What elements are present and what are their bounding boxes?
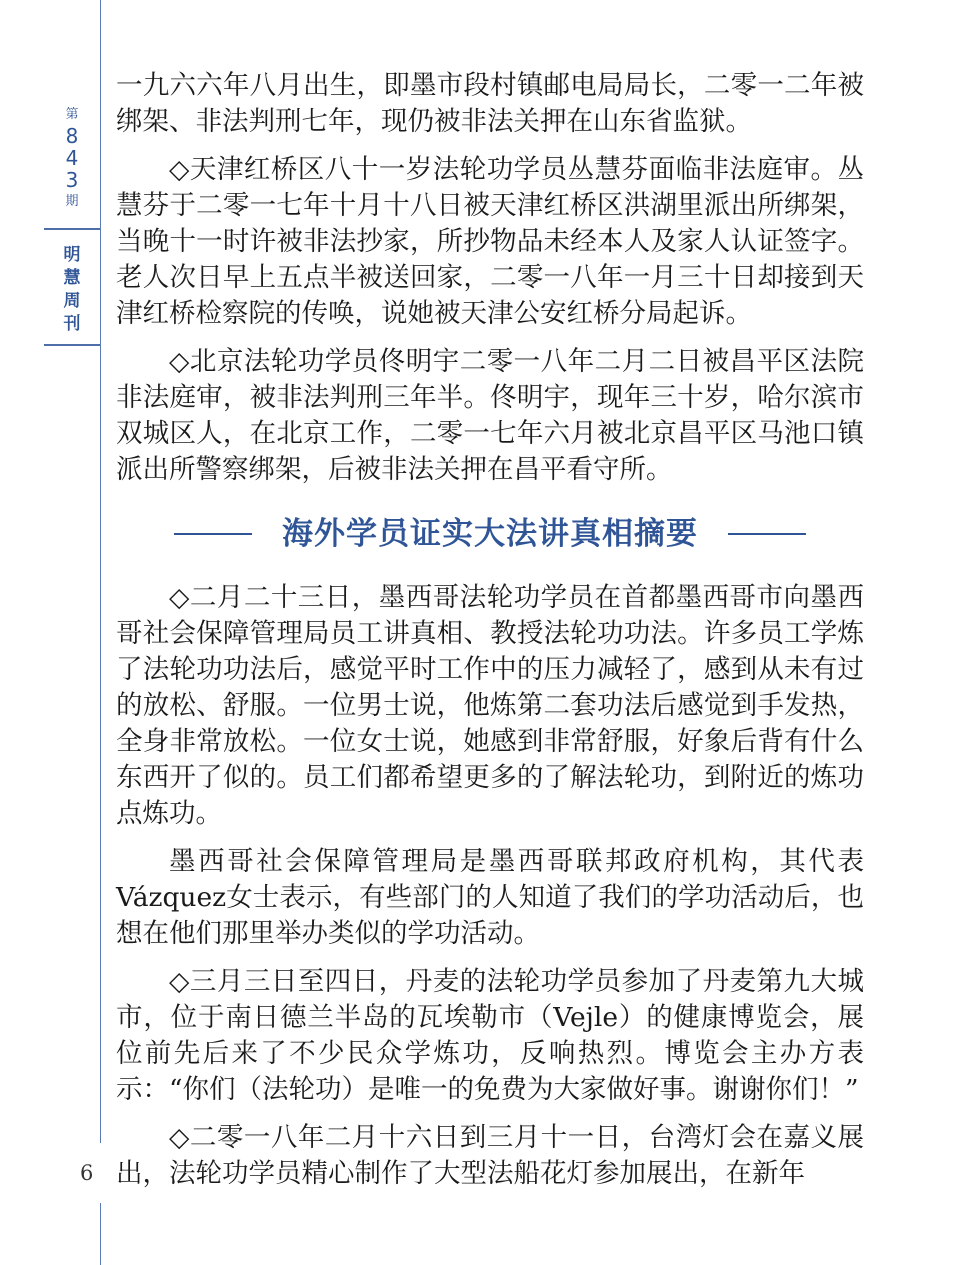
magazine-title-char: 周	[63, 291, 81, 311]
issue-digit-1: 8	[65, 124, 79, 148]
paragraph: ◇二月二十三日，墨西哥法轮功学员在首都墨西哥市向墨西哥社会保障管理局员工讲真相、教授法轮功功法。许多员工学炼了法轮功功法后，感觉平时工作中的压力减轻了，感到从未有过的放松、舒服。一位男士说，他炼第二套功法后感觉到手发热，全身非常放松。一位女士说，她感到非常舒服，好象后背有什么东西开了似的。员工们都希望更多的了解法轮功，到附近的炼功点炼功。	[116, 582, 864, 829]
article-body	[116, 68, 864, 1204]
sidebar-rule	[100, 0, 101, 1265]
section-heading	[116, 508, 864, 560]
issue-digit-3: 3	[65, 168, 79, 192]
issue-label	[46, 108, 98, 208]
magazine-title	[46, 244, 98, 336]
paragraph: ◇天津红桥区八十一岁法轮功学员丛慧芬面临非法庭审。丛慧芬于二零一七年十月十八日被天津红桥区洪湖里派出所绑架，当晚十一时许被非法抄家，所抄物品未经本人及家人认证签字。老人次日早上五点半被送回家，二零一八年一月三十日却接到天津红桥检察院的传唤，说她被天津公安红桥分局起诉。	[116, 154, 864, 329]
paragraph: 墨西哥社会保障管理局是墨西哥联邦政府机构，其代表Vázquez女士表示，有些部门的人知道了我们的学功活动后，也想在他们那里举办类似的学功活动。	[116, 846, 864, 949]
sidebar-rule-gap	[99, 1143, 103, 1203]
page-number: 6	[80, 1161, 94, 1185]
section-heading-text: 海外学员证实大法讲真相摘要	[282, 516, 698, 552]
sidebar-divider-top	[44, 228, 100, 230]
paragraph: ◇北京法轮功学员佟明宇二零一八年二月二日被昌平区法院非法庭审，被非法判刑三年半。佟明宇，现年三十岁，哈尔滨市双城区人，在北京工作，二零一七年六月被北京昌平区马池口镇派出所警察绑架，后被非法关押在昌平看守所。	[116, 346, 864, 485]
magazine-title-char: 慧	[63, 268, 81, 288]
paragraph: ◇三月三日至四日，丹麦的法轮功学员参加了丹麦第九大城市，位于南日德兰半岛的瓦埃勒市（Vejle）的健康博览会，展位前先后来了不少民众学炼功，反响热烈。博览会主办方表示：“你们（法轮功）是唯一的免费为大家做好事。谢谢你们！”	[116, 966, 864, 1105]
paragraph: ◇二零一八年二月十六日到三月十一日，台湾灯会在嘉义展出，法轮功学员精心制作了大型法船花灯参加展出，在新年	[116, 1122, 864, 1189]
paragraph: 一九六六年八月出生，即墨市段村镇邮电局局长，二零一二年被绑架、非法判刑七年，现仍被非法关押在山东省监狱。	[116, 70, 864, 137]
heading-dash-left	[174, 533, 252, 535]
magazine-title-char: 明	[63, 245, 81, 265]
magazine-title-char: 刊	[63, 314, 81, 334]
heading-dash-right	[728, 533, 806, 535]
issue-suffix: 期	[65, 194, 79, 209]
sidebar-divider-bottom	[44, 344, 100, 346]
issue-digit-2: 4	[65, 146, 79, 170]
issue-prefix: 第	[65, 107, 79, 122]
